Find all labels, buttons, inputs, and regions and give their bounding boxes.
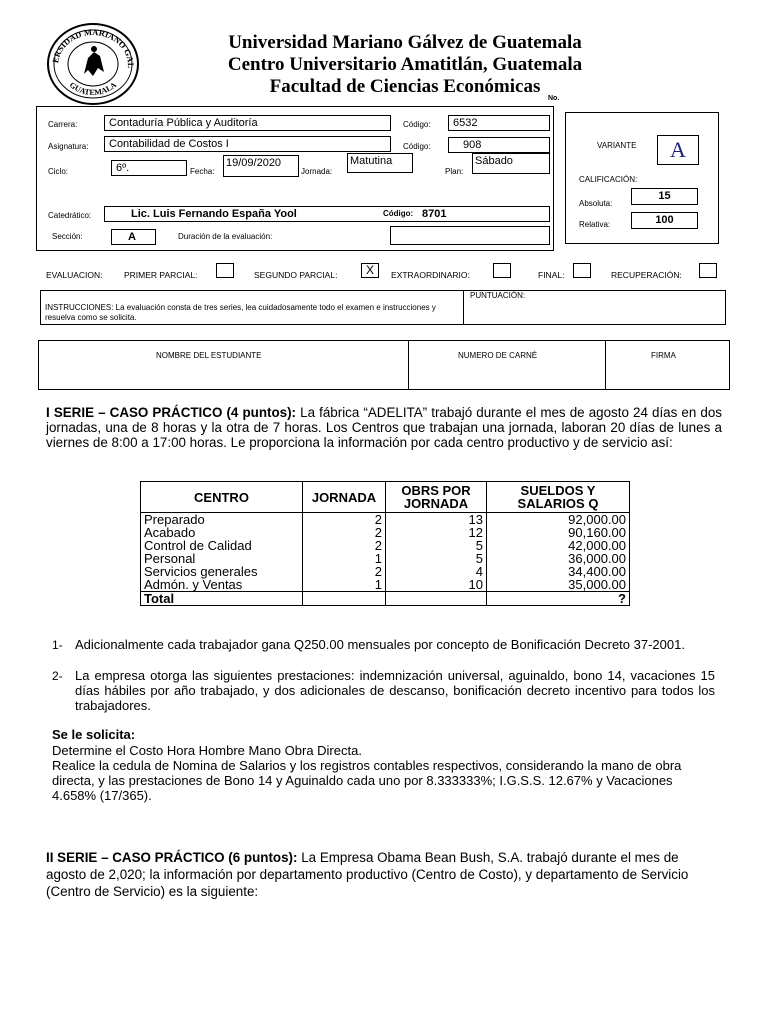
nombre-label: NOMBRE DEL ESTUDIANTE <box>156 351 262 360</box>
segundo-parcial-label: SEGUNDO PARCIAL: <box>254 270 338 280</box>
instructions-divider <box>463 290 464 325</box>
cell-sueldos: 34,400.00 <box>487 565 630 578</box>
col-header-obrs: OBRS POR JORNADA <box>386 482 487 513</box>
codigo-catedratico-label: Código: <box>383 209 414 218</box>
extraordinario-checkbox[interactable] <box>493 263 511 278</box>
table-row <box>141 539 630 552</box>
catedratico-value: Lic. Luis Fernando España Yool <box>131 208 297 220</box>
student-box <box>38 340 730 390</box>
serie2-title: II SERIE – CASO PRÁCTICO (6 puntos): <box>46 850 298 865</box>
relativa-field[interactable]: 100 <box>631 212 698 229</box>
seal-text-top: ERSIDAD MARIANO GAL <box>50 26 137 68</box>
codigo-carrera-label: Código: <box>403 120 431 129</box>
cell-obrs: 10 <box>386 578 487 592</box>
total-value: ? <box>487 592 630 606</box>
cell-sueldos: 92,000.00 <box>487 513 630 527</box>
cell-obrs: 12 <box>386 526 487 539</box>
centers-table <box>140 481 630 606</box>
item2-number: 2- <box>52 669 63 683</box>
total-empty-1 <box>303 592 386 606</box>
final-checkbox[interactable] <box>573 263 591 278</box>
jornada-field[interactable]: Matutina <box>347 153 413 173</box>
solicita-2: Realice la cedula de Nomina de Salarios y los registros contables respectivos, considerando la mano de obra directa, y las prestaciones de Bono 14 y Aguinaldo cada uno por 8.333333%; I.G.S.S. 12.67% y Vacaciones 4.658% (17/365). <box>52 758 682 803</box>
plan-field[interactable]: Sábado <box>472 153 550 174</box>
item1-text: Adicionalmente cada trabajador gana Q250.00 mensuales por concepto de Bonificación Decreto 37-2001. <box>75 637 685 652</box>
total-empty-2 <box>386 592 487 606</box>
cell-jornada: 2 <box>303 539 386 552</box>
asignatura-field[interactable]: Contabilidad de Costos I <box>104 136 391 152</box>
solicita-1: Determine el Costo Hora Hombre Mano Obra Directa. <box>52 743 362 758</box>
codigo-carrera-field[interactable]: 6532 <box>448 115 550 131</box>
recuperacion-label: RECUPERACIÓN: <box>611 270 682 280</box>
primer-parcial-label: PRIMER PARCIAL: <box>124 270 198 280</box>
seal-text-bottom: GUATEMALA <box>67 80 119 98</box>
instructions-text: INSTRUCCIONES: La evaluación consta de tres series, lea cuidadosamente todo el examen e instrucciones y resuelva como se solicita. <box>45 303 436 322</box>
cell-obrs: 5 <box>386 539 487 552</box>
segundo-parcial-checkbox[interactable]: X <box>361 263 379 278</box>
carrera-label: Carrera: <box>48 120 78 129</box>
cell-jornada: 2 <box>303 565 386 578</box>
relativa-label: Relativa: <box>579 220 611 229</box>
cell-centro: Admón. y Ventas <box>141 578 303 592</box>
cell-obrs: 5 <box>386 552 487 565</box>
cell-obrs: 13 <box>386 513 487 527</box>
cell-centro: Acabado <box>141 526 303 539</box>
serie1-intro <box>46 405 722 450</box>
codigo-asignatura-label: Código: <box>403 142 431 151</box>
variante-label: VARIANTE <box>597 141 637 150</box>
fecha-field[interactable]: 19/09/2020 <box>223 155 299 177</box>
catedratico-field[interactable] <box>104 206 550 222</box>
ciclo-field[interactable]: 6º. <box>111 160 187 176</box>
absoluta-label: Absoluta: <box>579 199 613 208</box>
seccion-label: Sección: <box>52 232 83 241</box>
table-row <box>141 578 630 592</box>
fecha-label: Fecha: <box>190 167 215 176</box>
cell-jornada: 2 <box>303 513 386 527</box>
cell-centro: Control de Calidad <box>141 539 303 552</box>
serie1-title: I SERIE – CASO PRÁCTICO (4 puntos): <box>46 405 297 420</box>
cell-sueldos: 42,000.00 <box>487 539 630 552</box>
variante-field[interactable]: A <box>657 135 699 165</box>
university-seal <box>46 22 140 106</box>
firma-label: FIRMA <box>651 351 676 360</box>
item1-number: 1- <box>52 638 63 652</box>
carrera-field[interactable]: Contaduría Pública y Auditoría <box>104 115 391 131</box>
cell-obrs: 4 <box>386 565 487 578</box>
primer-parcial-checkbox[interactable] <box>216 263 234 278</box>
carne-label: NUMERO DE CARNÉ <box>458 351 538 360</box>
cell-jornada: 1 <box>303 552 386 565</box>
total-label: Total <box>141 592 303 606</box>
evaluacion-label: EVALUACION: <box>46 270 103 280</box>
university-name: Universidad Mariano Gálvez de Guatemala <box>228 32 582 53</box>
number-label: No. <box>548 95 560 102</box>
student-divider-1 <box>408 340 409 390</box>
recuperacion-checkbox[interactable] <box>699 263 717 278</box>
cell-sueldos: 35,000.00 <box>487 578 630 592</box>
codigo-asignatura-field[interactable]: 908 <box>448 137 550 153</box>
jornada-label: Jornada: <box>301 167 333 176</box>
serie2-intro <box>46 849 714 900</box>
duracion-field[interactable] <box>390 226 550 245</box>
item2-text: La empresa otorga las siguientes prestaciones: indemnización universal, aguinaldo, bono 14, vacaciones 15 días hábiles por año trabajado, y dos adicionales de descanso, bonificación decreto incentivo para todos los trabajadores. <box>75 668 715 713</box>
campus-name: Centro Universitario Amatitlán, Guatemala <box>227 54 583 75</box>
col-header-centro: CENTRO <box>141 482 303 513</box>
duracion-label: Duración de la evaluación: <box>178 232 273 241</box>
final-label: FINAL: <box>538 270 565 280</box>
col-header-jornada: JORNADA <box>303 482 386 513</box>
calificacion-label: CALIFICACIÓN: <box>579 175 638 184</box>
serie2-intro-text: La Empresa Obama Bean Bush, S.A. trabajó durante el mes de agosto de 2,020; la información por departamento productivo (Centro de Costo), y departamento de Servicio (Centro de Servicio) es la siguiente: <box>46 850 689 899</box>
seccion-field[interactable]: A <box>111 229 156 245</box>
cell-centro: Personal <box>141 552 303 565</box>
solicita-title: Se le solicita: <box>52 727 136 742</box>
absoluta-field[interactable]: 15 <box>631 188 698 205</box>
col-header-sueldos: SUELDOS Y SALARIOS Q <box>487 482 630 513</box>
codigo-catedratico-value: 8701 <box>422 208 447 220</box>
student-divider-2 <box>605 340 606 390</box>
plan-label: Plan: <box>445 167 464 176</box>
extraordinario-label: EXTRAORDINARIO: <box>391 270 470 280</box>
table-header-row <box>141 482 630 513</box>
cell-centro: Preparado <box>141 513 303 527</box>
table-total-row <box>141 592 630 606</box>
cell-jornada: 1 <box>303 578 386 592</box>
cell-centro: Servicios generales <box>141 565 303 578</box>
catedratico-label: Catedrático: <box>48 211 92 220</box>
table-row <box>141 513 630 527</box>
cell-sueldos: 90,160.00 <box>487 526 630 539</box>
puntuacion-label: PUNTUACIÓN: <box>470 291 526 300</box>
ciclo-label: Ciclo: <box>48 167 69 176</box>
faculty-name <box>160 76 650 98</box>
cell-sueldos: 36,000.00 <box>487 552 630 565</box>
serie1-intro-text: La fábrica “ADELITA” trabajó durante el mes de agosto 24 días en dos jornadas, una de 8 horas y la otra de 7 horas. Los Centros que trabajan una jornada, laboran 20 días de lunes a viernes de 8:00 a 17:00 horas. Le proporciona la información por cada centro productivo y de servicio así: <box>46 405 722 450</box>
cell-jornada: 2 <box>303 526 386 539</box>
faculty-name-text: Facultad de Ciencias Económicas <box>269 76 541 97</box>
asignatura-label: Asignatura: <box>48 142 89 151</box>
